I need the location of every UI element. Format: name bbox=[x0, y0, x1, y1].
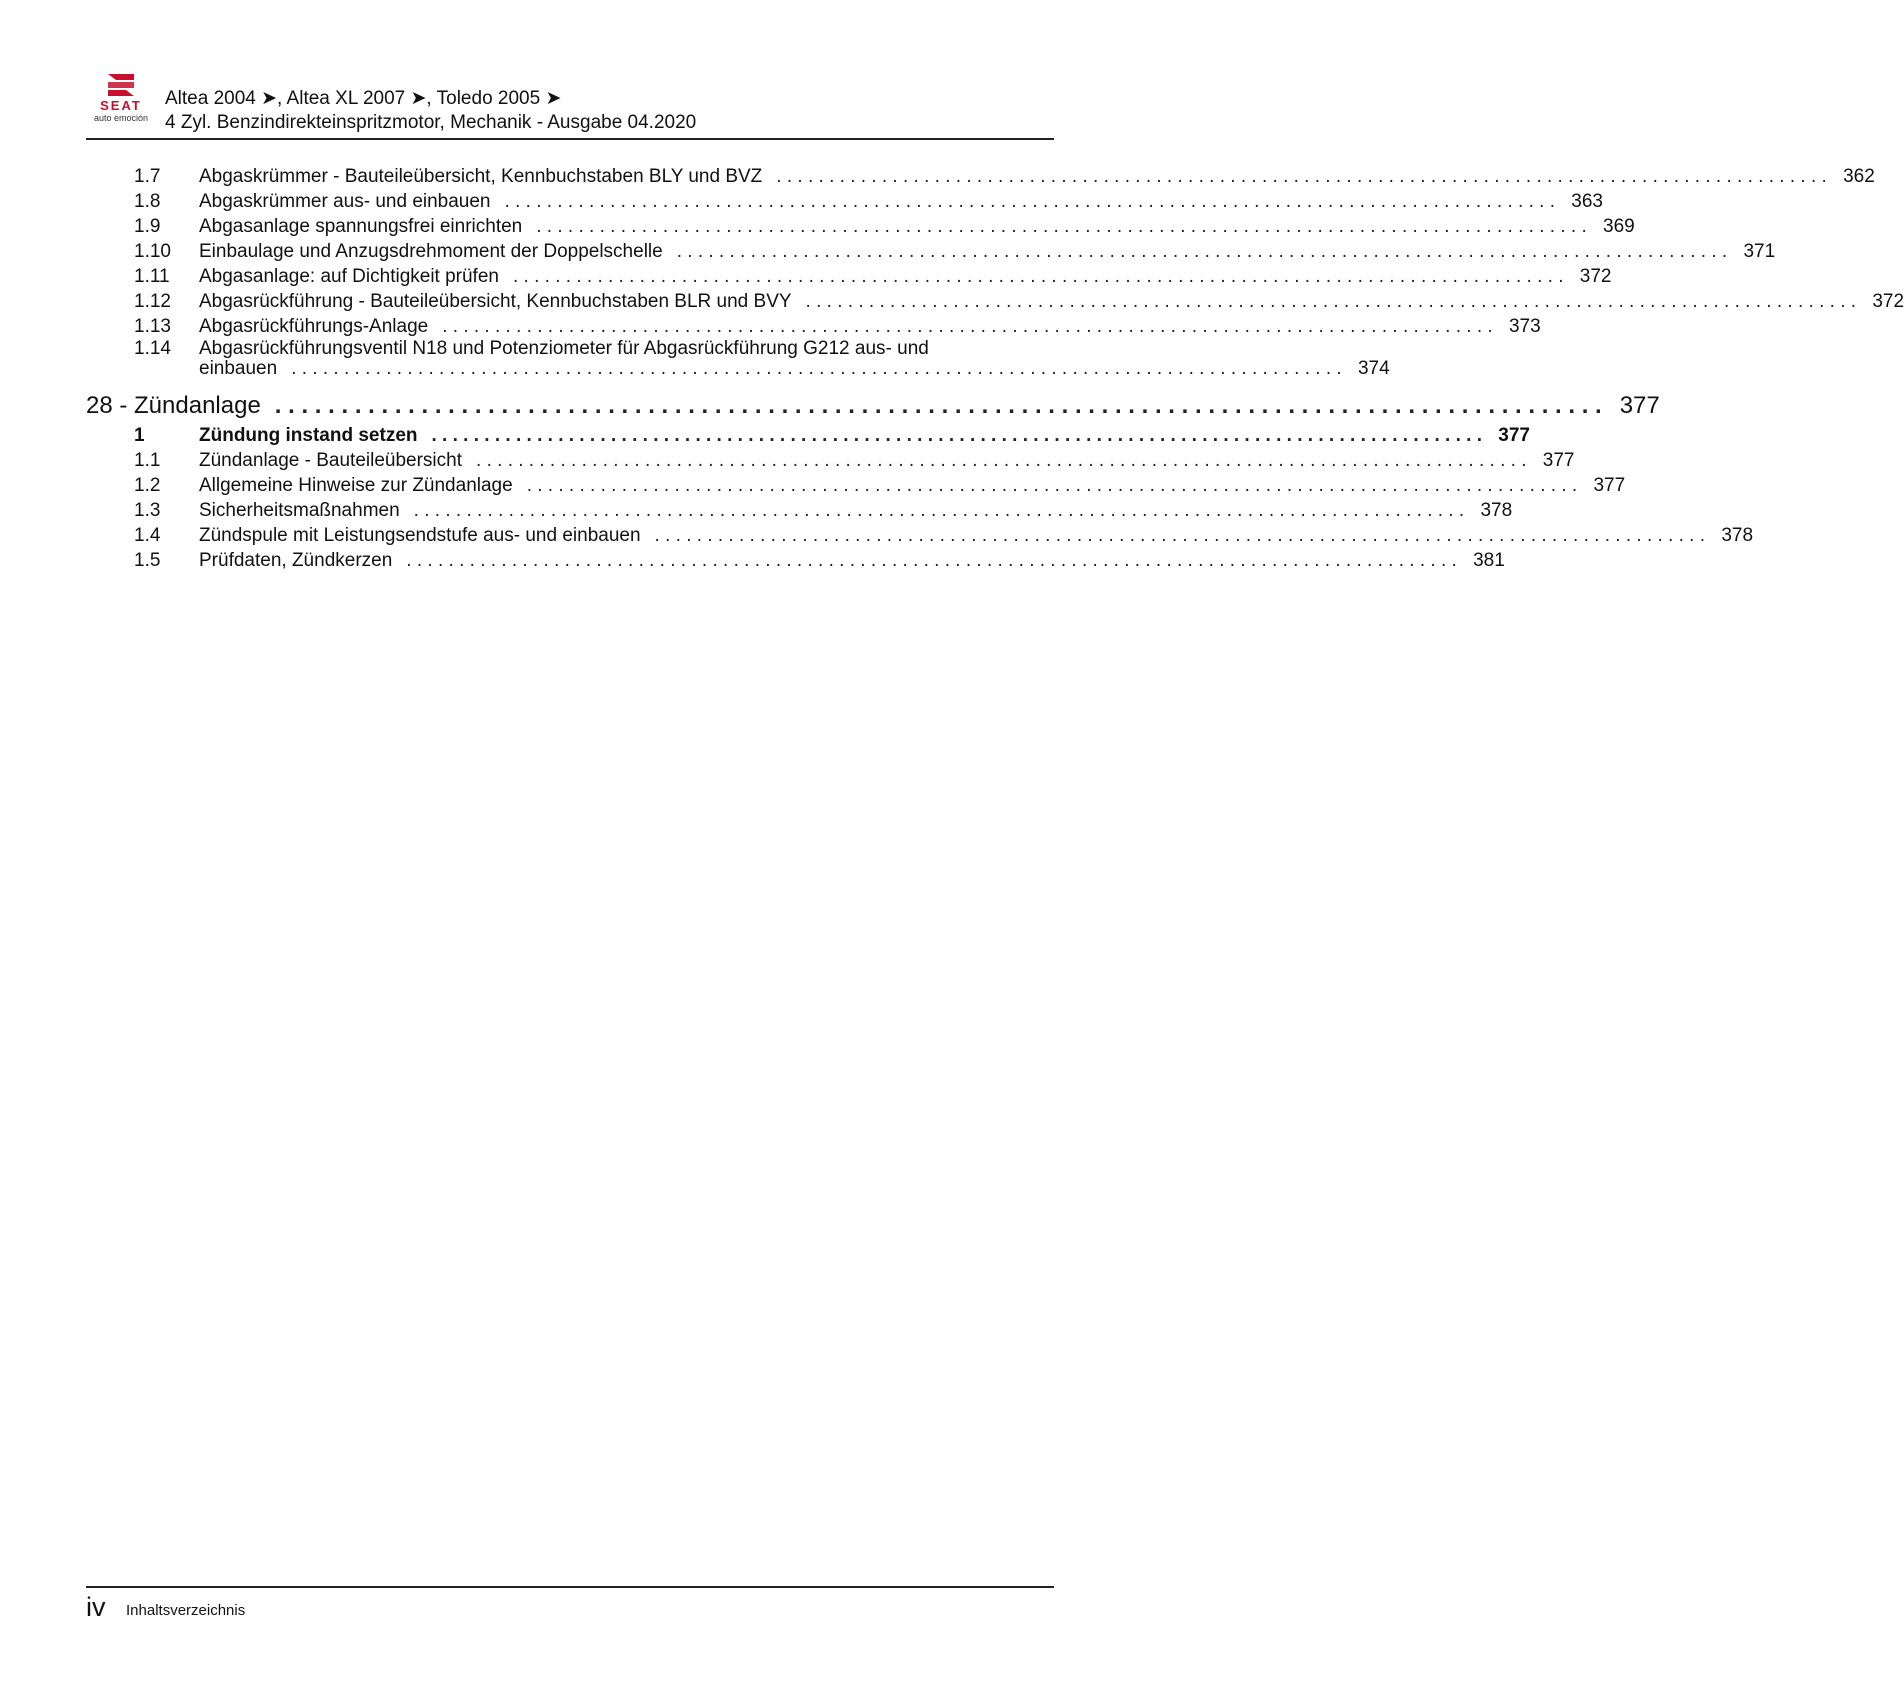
dot-leader bbox=[291, 359, 1341, 379]
toc-entry-page: 374 bbox=[1357, 358, 1390, 379]
toc-entry-number: 1.7 bbox=[134, 166, 161, 187]
toc-entry-page: 372 bbox=[1579, 266, 1612, 287]
toc-entry[interactable] bbox=[86, 264, 1612, 289]
toc-entry-page: 381 bbox=[1473, 550, 1505, 571]
dot-leader bbox=[505, 189, 1555, 214]
toc-section-title: Zündung instand setzen bbox=[199, 425, 418, 446]
toc-entry[interactable] bbox=[86, 338, 1390, 379]
toc-entry-title: Abgasrückführung - Bauteileübersicht, Kennbuchstaben BLR und BVY bbox=[199, 291, 792, 312]
header-subtitle: 4 Zyl. Benzindirekteinspritzmotor, Mechanik - Ausgabe 04.2020 bbox=[165, 112, 697, 133]
toc-entry-number: 1.12 bbox=[134, 291, 171, 312]
toc-entry-page: 363 bbox=[1571, 191, 1603, 212]
toc-entry-title: Sicherheitsmaßnahmen bbox=[199, 500, 400, 521]
dot-leader bbox=[275, 389, 1602, 423]
toc-entry-number: 1.14 bbox=[134, 338, 171, 359]
dot-leader bbox=[677, 239, 1727, 264]
seat-emblem-icon bbox=[86, 72, 156, 100]
toc-chapter-page: 377 bbox=[1619, 392, 1660, 419]
toc-entry[interactable] bbox=[86, 523, 1754, 548]
toc-entry-title: Abgasanlage: auf Dichtigkeit prüfen bbox=[199, 266, 499, 287]
dot-leader bbox=[414, 498, 1464, 523]
toc-entry[interactable] bbox=[86, 314, 1541, 339]
toc-entry[interactable] bbox=[86, 239, 1776, 264]
toc-entry-number: 1.1 bbox=[134, 450, 161, 471]
dot-leader bbox=[406, 548, 1456, 573]
toc-entry-number: 1.2 bbox=[134, 475, 161, 496]
toc-chapter[interactable] bbox=[86, 389, 1660, 423]
toc-entry-number: 1.5 bbox=[134, 550, 161, 571]
toc-entry-page: 371 bbox=[1743, 241, 1776, 262]
toc-entry-page: 362 bbox=[1843, 166, 1875, 187]
toc-entry-title: Abgaskrümmer aus- und einbauen bbox=[199, 191, 491, 212]
toc-entry-number: 1.13 bbox=[134, 316, 171, 337]
dot-leader bbox=[513, 264, 1563, 289]
seat-logo-text: SEAT bbox=[100, 98, 142, 113]
toc-entry-page: 373 bbox=[1508, 316, 1541, 337]
toc-entry-title-line1: Abgasrückführungsventil N18 und Potenziometer für Abgasrückführung G212 aus- und bbox=[199, 338, 929, 359]
toc-entry-title: Einbaulage und Anzugsdrehmoment der Doppelschelle bbox=[199, 241, 663, 262]
toc-entry-title: Zündanlage - Bauteileübersicht bbox=[199, 450, 463, 471]
toc-entry-number: 1.9 bbox=[134, 216, 161, 237]
toc-entry-title: Allgemeine Hinweise zur Zündanlage bbox=[199, 475, 513, 496]
toc-section-page: 377 bbox=[1498, 425, 1530, 446]
toc-entry-title: Abgaskrümmer - Bauteileübersicht, Kennbuchstaben BLY und BVZ bbox=[199, 166, 763, 187]
toc-entry-number: 1.8 bbox=[134, 191, 161, 212]
seat-logo-subtitle: auto emoción bbox=[93, 113, 149, 123]
toc-entry[interactable] bbox=[86, 289, 1904, 314]
toc-section[interactable] bbox=[86, 423, 1530, 448]
dot-leader bbox=[476, 448, 1526, 473]
header-divider bbox=[86, 138, 1054, 140]
toc-entry-title: Zündspule mit Leistungsendstufe aus- und einbauen bbox=[199, 525, 641, 546]
footer-page-number: iv bbox=[86, 1592, 106, 1622]
toc-entry[interactable] bbox=[86, 164, 1875, 189]
toc-entry-title-line2: einbauen bbox=[199, 358, 278, 379]
toc-entry[interactable] bbox=[86, 473, 1626, 498]
toc-chapter-title: 28 - Zündanlage bbox=[86, 392, 261, 419]
toc-entry[interactable] bbox=[86, 548, 1505, 573]
toc-entry-title: Prüfdaten, Zündkerzen bbox=[199, 550, 393, 571]
footer-section-title: Inhaltsverzeichnis bbox=[126, 1602, 246, 1619]
toc-entry-page: 369 bbox=[1603, 216, 1635, 237]
toc-entry-title: Abgasanlage spannungsfrei einrichten bbox=[199, 216, 523, 237]
dot-leader bbox=[655, 523, 1705, 548]
toc-entry-page: 378 bbox=[1480, 500, 1513, 521]
toc-entry-page: 377 bbox=[1542, 450, 1575, 471]
dot-leader bbox=[776, 164, 1826, 189]
toc-entry[interactable] bbox=[86, 189, 1603, 214]
toc-entry[interactable] bbox=[86, 498, 1513, 523]
dot-leader bbox=[527, 473, 1577, 498]
toc-entry-page: 372 bbox=[1872, 291, 1904, 312]
dot-leader bbox=[536, 214, 1586, 239]
page-header bbox=[86, 68, 1054, 140]
toc-entry-title: Abgasrückführungs-Anlage bbox=[199, 316, 429, 337]
table-of-contents bbox=[86, 164, 1904, 573]
dot-leader bbox=[806, 289, 1856, 314]
toc-entry[interactable] bbox=[86, 214, 1635, 239]
toc-entry-number: 1.11 bbox=[134, 266, 170, 287]
footer-divider bbox=[86, 1586, 1054, 1588]
dot-leader bbox=[432, 423, 1482, 448]
toc-section-number: 1 bbox=[134, 425, 145, 446]
dot-leader bbox=[442, 314, 1492, 339]
toc-entry-number: 1.3 bbox=[134, 500, 161, 521]
toc-entry-page: 377 bbox=[1593, 475, 1626, 496]
toc-entry-number: 1.4 bbox=[134, 525, 161, 546]
toc-entry-page: 378 bbox=[1721, 525, 1754, 546]
seat-logo bbox=[86, 72, 156, 122]
toc-entry[interactable] bbox=[86, 448, 1575, 473]
toc-entry-number: 1.10 bbox=[134, 241, 171, 262]
header-models: Altea 2004 ➤, Altea XL 2007 ➤, Toledo 2005 ➤ bbox=[165, 88, 562, 109]
